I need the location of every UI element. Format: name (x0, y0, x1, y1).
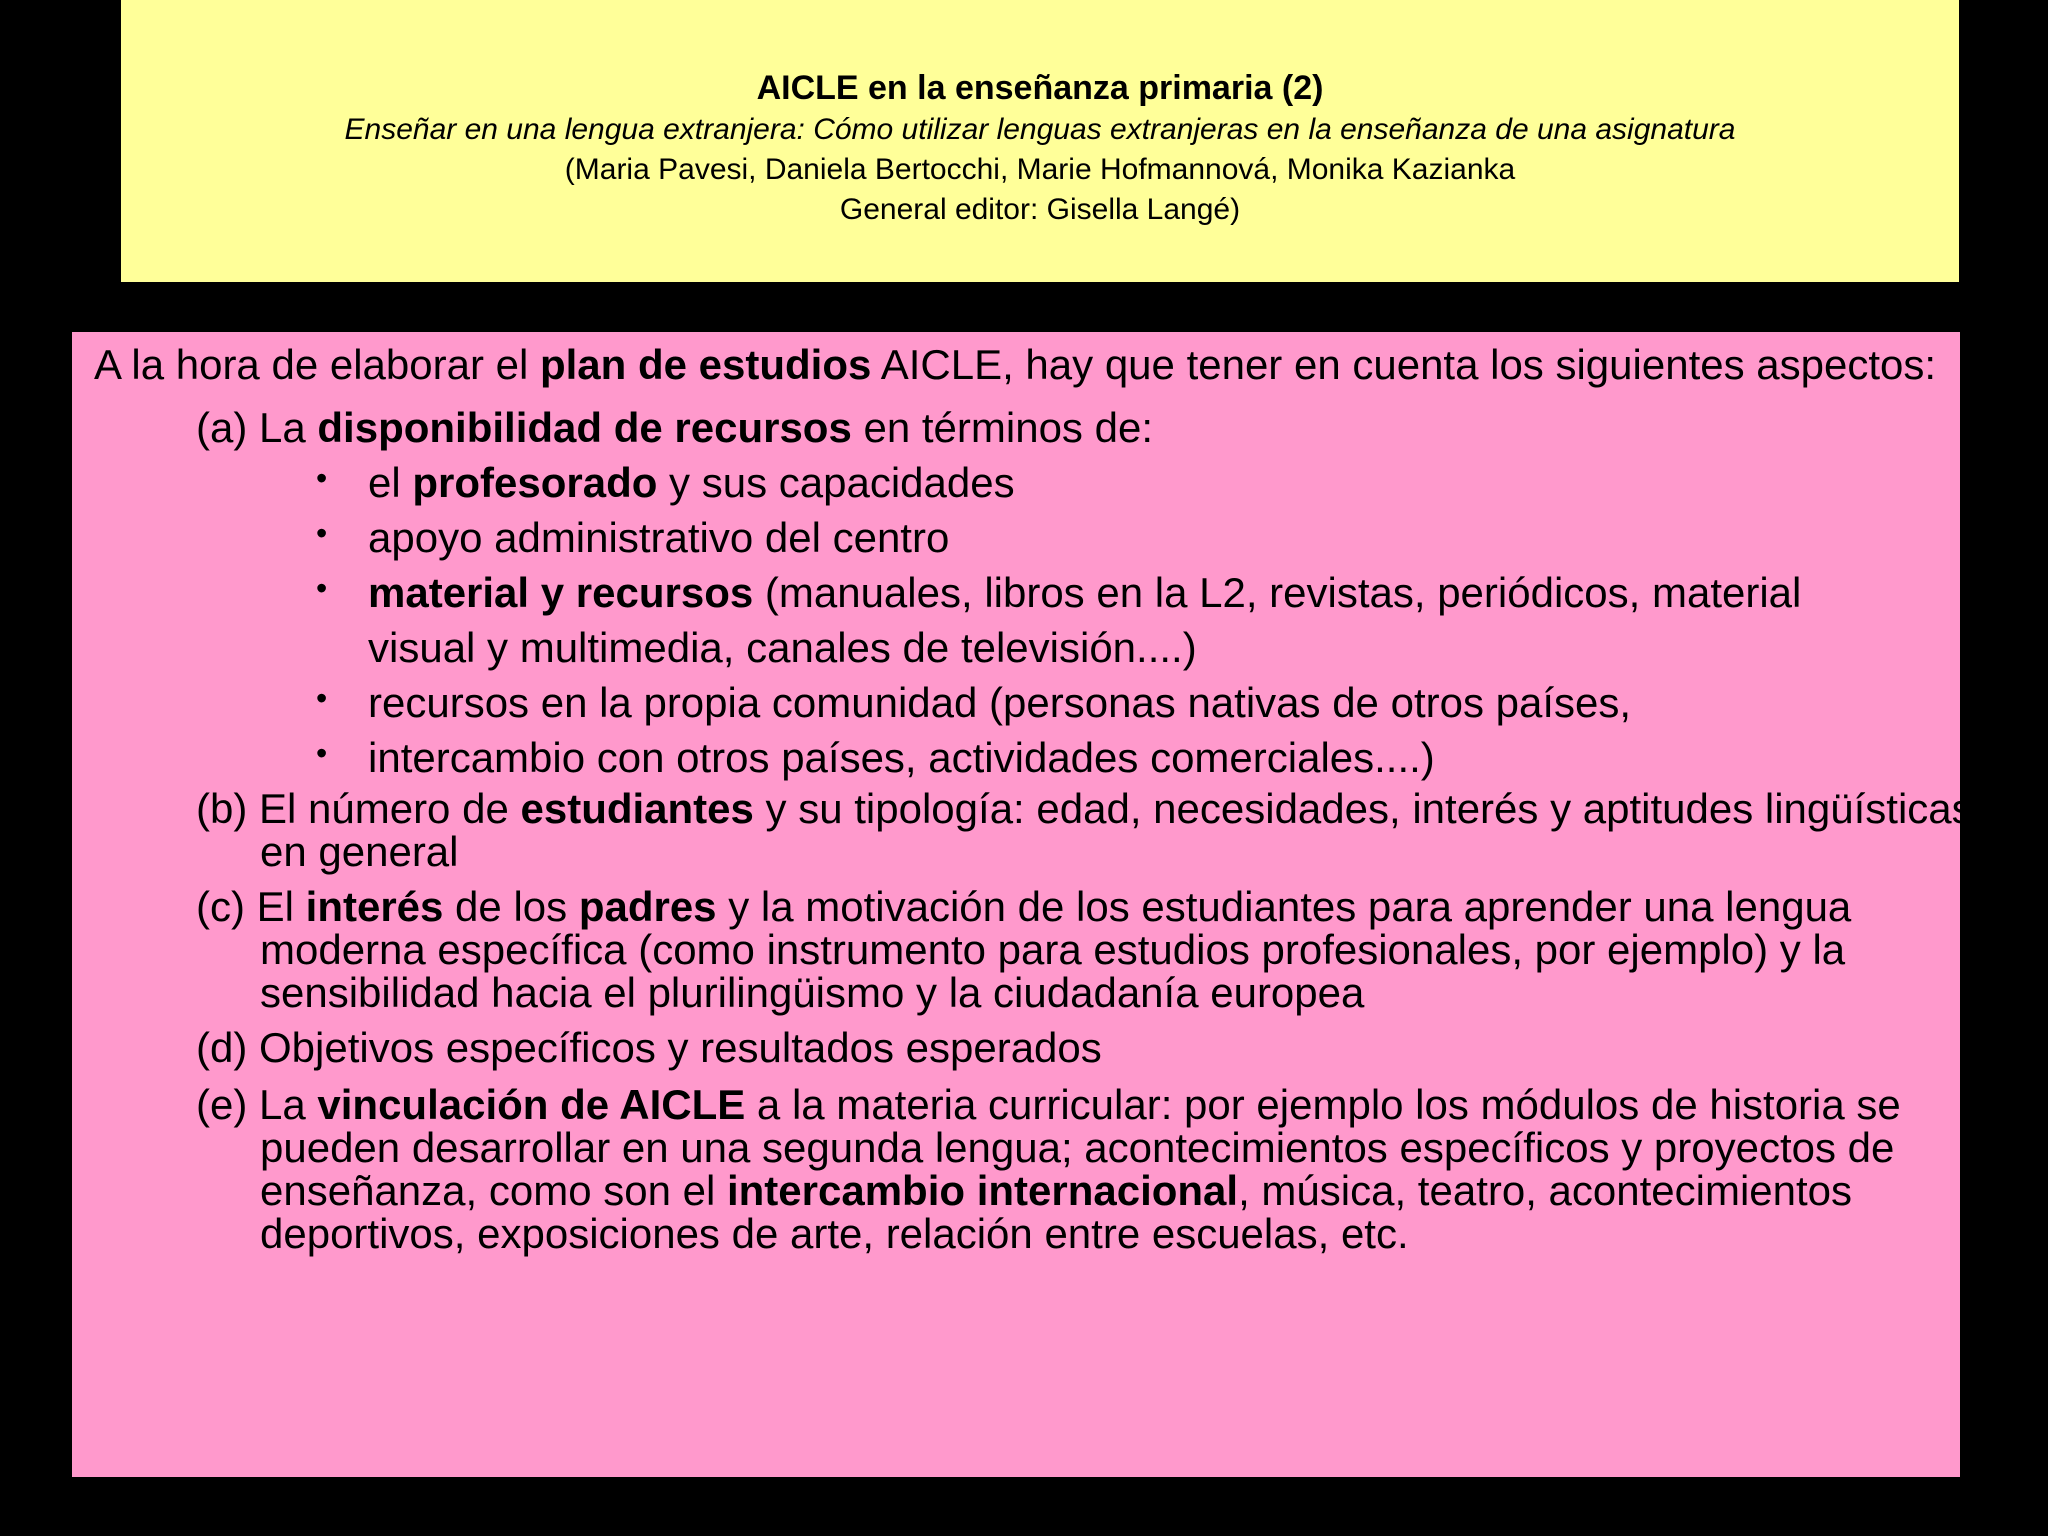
list-item-text: recursos en la propia comunidad (personas nativas de otros países, (368, 679, 1632, 726)
aspect-e-text-end: , música, teatro, acontecimientos deportivos, exposiciones de arte, relación entre escuelas, etc. (260, 1167, 1853, 1257)
aspect-a (94, 400, 1980, 455)
bullet-icon: • (316, 515, 328, 551)
list-item-text: intercambio con otros países, actividades comerciales....) (368, 734, 1435, 781)
aspect-b-text-end: y su tipología: edad, necesidades, interés y aptitudes lingüísticas en general (260, 785, 1973, 875)
list-item-bold: material y recursos (368, 569, 754, 616)
header-box (121, 0, 1959, 282)
bullet-icon: • (316, 570, 328, 606)
list-item (94, 730, 1868, 785)
slide-title: AICLE en la enseñanza primaria (2) (756, 69, 1324, 107)
list-item-text: el (368, 459, 413, 506)
list-item-text-end: (manuales, libros en la L2, revistas, periódicos, material visual y multimedia, canales de televisión....) (368, 569, 1802, 671)
aspect-c-bold-1: interés (305, 883, 444, 930)
slide-editor: General editor: Gisella Langé) (839, 193, 1241, 226)
aspect-e (94, 1083, 1980, 1255)
aspect-b-bold: estudiantes (520, 785, 754, 832)
list-item-text: apoyo administrativo del centro (368, 514, 950, 561)
intro-paragraph (94, 332, 1954, 392)
aspect-a-text-end: en términos de: (851, 404, 1153, 451)
aspect-e-text-mid: a la materia curricular: por ejemplo los módulos de historia se pueden desarrollar en una segunda lengua; acontecimientos específicos y proyectos de enseñanza, como son el (260, 1081, 1901, 1214)
aspect-c-text-mid: de los (443, 883, 579, 930)
resources-list (94, 455, 1960, 785)
aspect-c-bold-2: padres (578, 883, 717, 930)
aspect-e-text: (e) La (196, 1081, 318, 1128)
aspect-c-text-end: y la motivación de los estudiantes para aprender una lengua moderna específica (como instrumento para estudios profesionales, por ejemplo) y la sensibilidad hacia el plurilingüismo y la ciudadanía europea (260, 883, 1852, 1016)
aspect-d-text: (d) Objetivos específicos y resultados esperados (196, 1024, 1102, 1071)
aspect-c (94, 885, 1980, 1014)
bullet-icon: • (316, 460, 328, 496)
aspect-b (94, 787, 1980, 873)
aspect-c-text: (c) El (196, 883, 306, 930)
aspect-d (94, 1026, 1980, 1069)
bullet-icon: • (316, 680, 328, 716)
aspect-a-bold: disponibilidad de recursos (317, 404, 852, 451)
aspect-e-bold-2: intercambio internacional (726, 1167, 1239, 1214)
intro-bold: plan de estudios (539, 341, 872, 388)
intro-text: A la hora de elaborar el (94, 341, 540, 388)
aspect-b-text: (b) El número de (196, 785, 521, 832)
slide-subtitle: Enseñar en una lengua extranjera: Cómo utilizar lenguas extranjeras en la enseñanza de una asignatura (344, 113, 1736, 146)
aspect-a-text: (a) La (196, 404, 318, 451)
bullet-icon: • (316, 735, 328, 771)
slide-authors: (Maria Pavesi, Daniela Bertocchi, Marie Hofmannová, Monika Kazianka (564, 153, 1516, 186)
list-item-bold: profesorado (412, 459, 658, 506)
list-item-text-end: y sus capacidades (657, 459, 1015, 506)
list-item (94, 565, 1868, 675)
content-box (72, 332, 1973, 1477)
list-item (94, 510, 1868, 565)
list-item (94, 455, 1868, 510)
list-item (94, 675, 1868, 730)
intro-text-end: AICLE, hay que tener en cuenta los siguientes aspectos: (871, 341, 1937, 388)
aspect-e-bold-1: vinculación de AICLE (317, 1081, 746, 1128)
